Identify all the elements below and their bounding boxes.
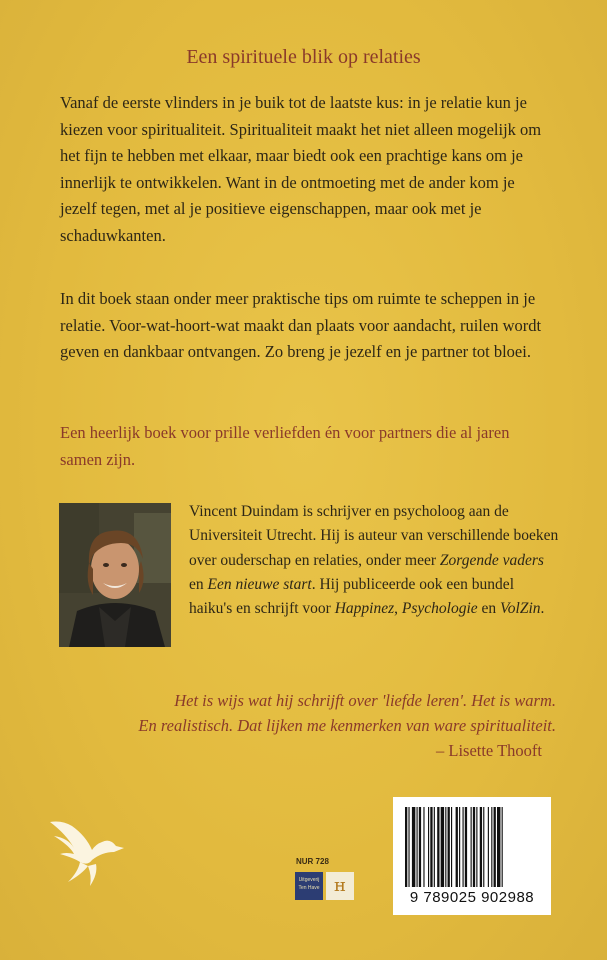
publisher-logo-line-2: Ten Have bbox=[298, 885, 320, 891]
barcode-bar bbox=[445, 807, 446, 887]
publisher-logo bbox=[295, 872, 323, 900]
quote-line-2: En realistisch. Dat lijken me kenmerken van ware spiritualiteit. bbox=[138, 716, 556, 735]
quote-author: – Lisette Thooft bbox=[435, 741, 542, 760]
barcode-bar bbox=[412, 807, 415, 887]
barcode-bar bbox=[465, 807, 467, 887]
barcode-bar bbox=[463, 807, 464, 887]
author-bio bbox=[189, 500, 559, 621]
barcode-bar bbox=[480, 807, 482, 887]
barcode-bar bbox=[434, 807, 435, 887]
barcode-bar bbox=[441, 807, 444, 887]
barcode-bar bbox=[483, 807, 484, 887]
bio-text-2: en bbox=[189, 575, 208, 593]
barcode-bar bbox=[430, 807, 432, 887]
author-photo bbox=[59, 503, 171, 647]
barcode-bar bbox=[494, 807, 496, 887]
barcode-bar bbox=[459, 807, 460, 887]
magazine-psychologie: Psychologie bbox=[401, 600, 478, 618]
tagline: Een heerlijk boek voor prille verliefden én voor partners die al jaren samen zijn. bbox=[60, 423, 510, 469]
book-title-een-nieuwe-start: Een nieuwe start bbox=[207, 575, 312, 593]
dove-icon bbox=[44, 808, 128, 892]
publisher-mark-icon: ʜ bbox=[326, 872, 354, 900]
barcode-bar bbox=[502, 807, 503, 887]
magazine-happinez: Happinez bbox=[334, 600, 395, 618]
barcode-bar bbox=[437, 807, 439, 887]
bio-separator-1: , bbox=[394, 600, 402, 618]
book-title-zorgende-vaders: Zorgende vaders bbox=[439, 551, 544, 569]
barcode-bar bbox=[405, 807, 407, 887]
barcode-bar bbox=[423, 807, 424, 887]
barcode-bar bbox=[419, 807, 421, 887]
magazine-volzin: VolZin bbox=[500, 600, 541, 618]
publisher-logo-line-1: Uitgeverij bbox=[298, 877, 320, 883]
barcode-bar bbox=[473, 807, 475, 887]
barcode-bar bbox=[456, 807, 458, 887]
second-paragraph: In dit boek staan onder meer praktische tips om ruimte te scheppen in je relatie. Voor-wat-hoort-wat maakt dan plaats voor aandacht, ruilen wordt geven en dankbaar ontvangen. Zo breng je jezelf en je partner tot bloei. bbox=[60, 289, 542, 361]
barcode-bar bbox=[471, 807, 472, 887]
nur-code: NUR 728 bbox=[296, 857, 329, 866]
barcode-bar bbox=[476, 807, 477, 887]
isbn-number: 9 789025 902988 bbox=[409, 889, 535, 906]
barcode-bar bbox=[428, 807, 429, 887]
isbn-barcode bbox=[393, 797, 551, 915]
intro-paragraph: Vanaf de eerste vlinders in je buik tot de laatste kus: in je relatie kun je kiezen voor spiritualiteit. Spiritualiteit maakt het niet alleen mogelijk om het fijn te hebben met elkaar, maar biedt ook een prachtige kans om je innerlijk te ontwikkelen. Want in de ontmoeting met de ander kom je jezelf tegen, met al je positieve eigenschappen, maar ook met je schaduwkanten. bbox=[60, 93, 542, 245]
barcode-bar bbox=[448, 807, 450, 887]
bio-text-1: Vincent Duindam is schrijver en psycholoog aan de Universiteit Utrecht. Hij is auteur van verschillende boeken over ouderschap en relaties, onder meer bbox=[189, 503, 559, 569]
barcode-bar bbox=[488, 807, 489, 887]
barcode-bar bbox=[451, 807, 452, 887]
barcode-bar bbox=[408, 807, 409, 887]
bio-text-3: . Hij publiceerde ook een bundel haiku's en schrijft voor bbox=[189, 575, 514, 618]
review-quote bbox=[60, 688, 556, 763]
barcode-bar bbox=[491, 807, 492, 887]
barcode-bars bbox=[403, 807, 541, 887]
cover-heading: Een spirituele blik op relaties bbox=[186, 46, 421, 68]
quote-line-1: Het is wijs wat hij schrijft over 'liefde leren'. Het is warm. bbox=[174, 691, 556, 710]
bio-separator-2: en bbox=[477, 600, 501, 618]
bio-end: . bbox=[540, 600, 545, 618]
barcode-bar bbox=[497, 807, 500, 887]
barcode-bar bbox=[417, 807, 418, 887]
